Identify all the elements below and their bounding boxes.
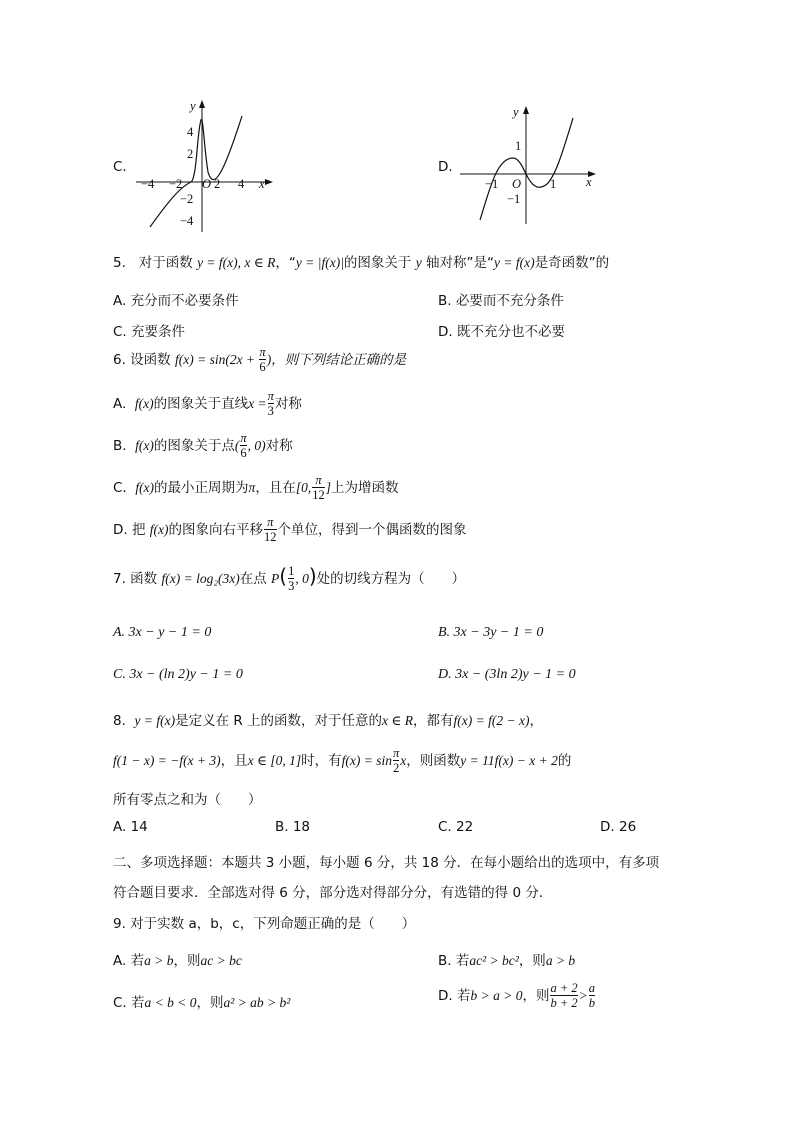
graph-c [128, 92, 278, 237]
q8-option-b[interactable]: B. 18 [275, 819, 311, 835]
question-6-stem: 6. 设函数 f(x) = sin(2x + $\frac{\pi}{6}$ )，则下列结论正确的是 [113, 345, 407, 375]
curve-c [150, 116, 242, 227]
q8-option-c[interactable]: C. 22 [438, 819, 474, 835]
q5-option-d[interactable]: D. 既不充分也不必要 [438, 324, 565, 340]
origin-label: O [512, 177, 522, 191]
q5-option-b[interactable]: B. 必要而不充分条件 [438, 293, 564, 309]
fraction: $\frac{\pi}{6}$ [240, 431, 247, 461]
y-tick-label: 1 [515, 139, 522, 153]
q7-option-a[interactable]: A. 3x − y − 1 = 0 [113, 625, 212, 640]
math-expression: y = f(x), x ∈ R [197, 255, 276, 270]
option-c-label: C. [113, 159, 127, 175]
q5-option-a[interactable]: A. 充分而不必要条件 [113, 293, 239, 309]
graph-d [455, 98, 605, 228]
x-tick-label: 1 [550, 177, 557, 191]
y-axis-arrow [199, 100, 205, 108]
q9-option-c[interactable]: C. 若a < b < 0，则a² > ab > b² [113, 995, 291, 1011]
fraction: $\frac{\pi}{6}$ [259, 345, 266, 375]
x-tick-label: −2 [169, 177, 183, 191]
q7-option-c[interactable]: C. 3x − (ln 2)y − 1 = 0 [113, 667, 243, 682]
fraction: $\frac{a}{b}$ [588, 981, 596, 1011]
q5-option-c[interactable]: C. 充要条件 [113, 324, 186, 340]
fraction: $\frac{\pi}{12}$ [312, 473, 325, 503]
question-8-line-2: f(1 − x) = −f(x + 3)，且x ∈ [0, 1]时，有f(x) = sin $\frac{\pi}{2}$ x，则函数y = 11f(x) − x + 2的 [113, 746, 572, 776]
y-tick-label: −1 [507, 192, 521, 206]
question-8-line-3: 所有零点之和为（ ） [113, 792, 262, 808]
y-axis-arrow [523, 106, 529, 114]
q9-option-d[interactable]: D. 若b > a > 0，则 $\frac{a + 2}{b + 2}$ > $\frac{a}{b}$ [438, 981, 596, 1011]
y-tick-label: −2 [180, 192, 194, 206]
y-tick-label: −4 [180, 214, 194, 228]
fraction: $\frac{\pi}{2}$ [393, 746, 400, 776]
y-axis-label: y [513, 105, 519, 119]
q8-option-a[interactable]: A. 14 [113, 819, 148, 835]
fraction: $\frac{\pi}{3}$ [267, 389, 274, 419]
q6-option-a[interactable]: A. f(x)的图象关于直线x = $\frac{\pi}{3}$ 对称 [113, 389, 302, 419]
q9-option-a[interactable]: A. 若a > b，则ac > bc [113, 953, 242, 969]
x-axis-label: x [259, 177, 265, 191]
x-tick-label: −4 [141, 177, 155, 191]
fraction: $\frac{1}{3}$ [288, 563, 295, 593]
section-2-heading-line-2: 符合题目要求．全部选对得 6 分，部分选对得部分分，有选错的得 0 分． [113, 885, 553, 901]
x-tick-label: 4 [238, 177, 245, 191]
y-tick-label: 2 [187, 147, 194, 161]
x-axis-label: x [586, 175, 592, 189]
q7-option-b[interactable]: B. 3x − 3y − 1 = 0 [438, 625, 544, 640]
x-tick-label: 2 [214, 177, 221, 191]
fraction: $\frac{\pi}{12}$ [264, 515, 277, 545]
origin-label: O [202, 177, 212, 191]
q7-option-d[interactable]: D. 3x − (3ln 2)y − 1 = 0 [438, 667, 576, 682]
question-9-stem: 9. 对于实数 a，b，c，下列命题正确的是（ ） [113, 916, 416, 932]
q9-option-b[interactable]: B. 若ac² > bc²，则a > b [438, 953, 576, 969]
section-2-heading-line-1: 二、多项选择题：本题共 3 小题，每小题 6 分，共 18 分．在每小题给出的选项中，有多项 [113, 855, 660, 871]
option-d-label: D. [438, 159, 453, 175]
question-5-stem: 5. 对于函数 y = f(x), x ∈ R，“y = |f(x)|的图象关于 y 轴对称”是“y = f(x)是奇函数”的 [113, 255, 610, 271]
y-tick-label: 4 [187, 125, 194, 139]
fraction: $\frac{a + 2}{b + 2}$ [550, 981, 578, 1011]
math-expression: y = |f(x)| [295, 255, 344, 270]
q6-option-b[interactable]: B. f(x)的图象关于点( $\frac{\pi}{6}$ , 0)对称 [113, 431, 293, 461]
math-variable: y [415, 255, 422, 270]
x-tick-label: −1 [485, 177, 499, 191]
question-7-stem: 7. 函数 f(x) = log₂(3x)在点 P( $\frac{1}{3}$ , 0)处的切线方程为（ ） [113, 563, 466, 593]
q6-option-d[interactable]: D. 把 f(x)的图象向右平移 $\frac{\pi}{12}$ 个单位，得到一个偶函数的图象 [113, 515, 467, 545]
q8-option-d[interactable]: D. 26 [600, 819, 637, 835]
question-8-line-1: 8. y = f(x)是定义在 R 上的函数，对于任意的x ∈ R，都有f(x) = f(2 − x)， [113, 713, 543, 729]
x-axis-arrow [265, 179, 273, 185]
y-axis-label: y [190, 99, 196, 113]
math-expression: y = f(x) [494, 255, 535, 270]
q6-option-c[interactable]: C. f(x)的最小正周期为π，且在[0, $\frac{\pi}{12}$ ]上为增函数 [113, 473, 399, 503]
